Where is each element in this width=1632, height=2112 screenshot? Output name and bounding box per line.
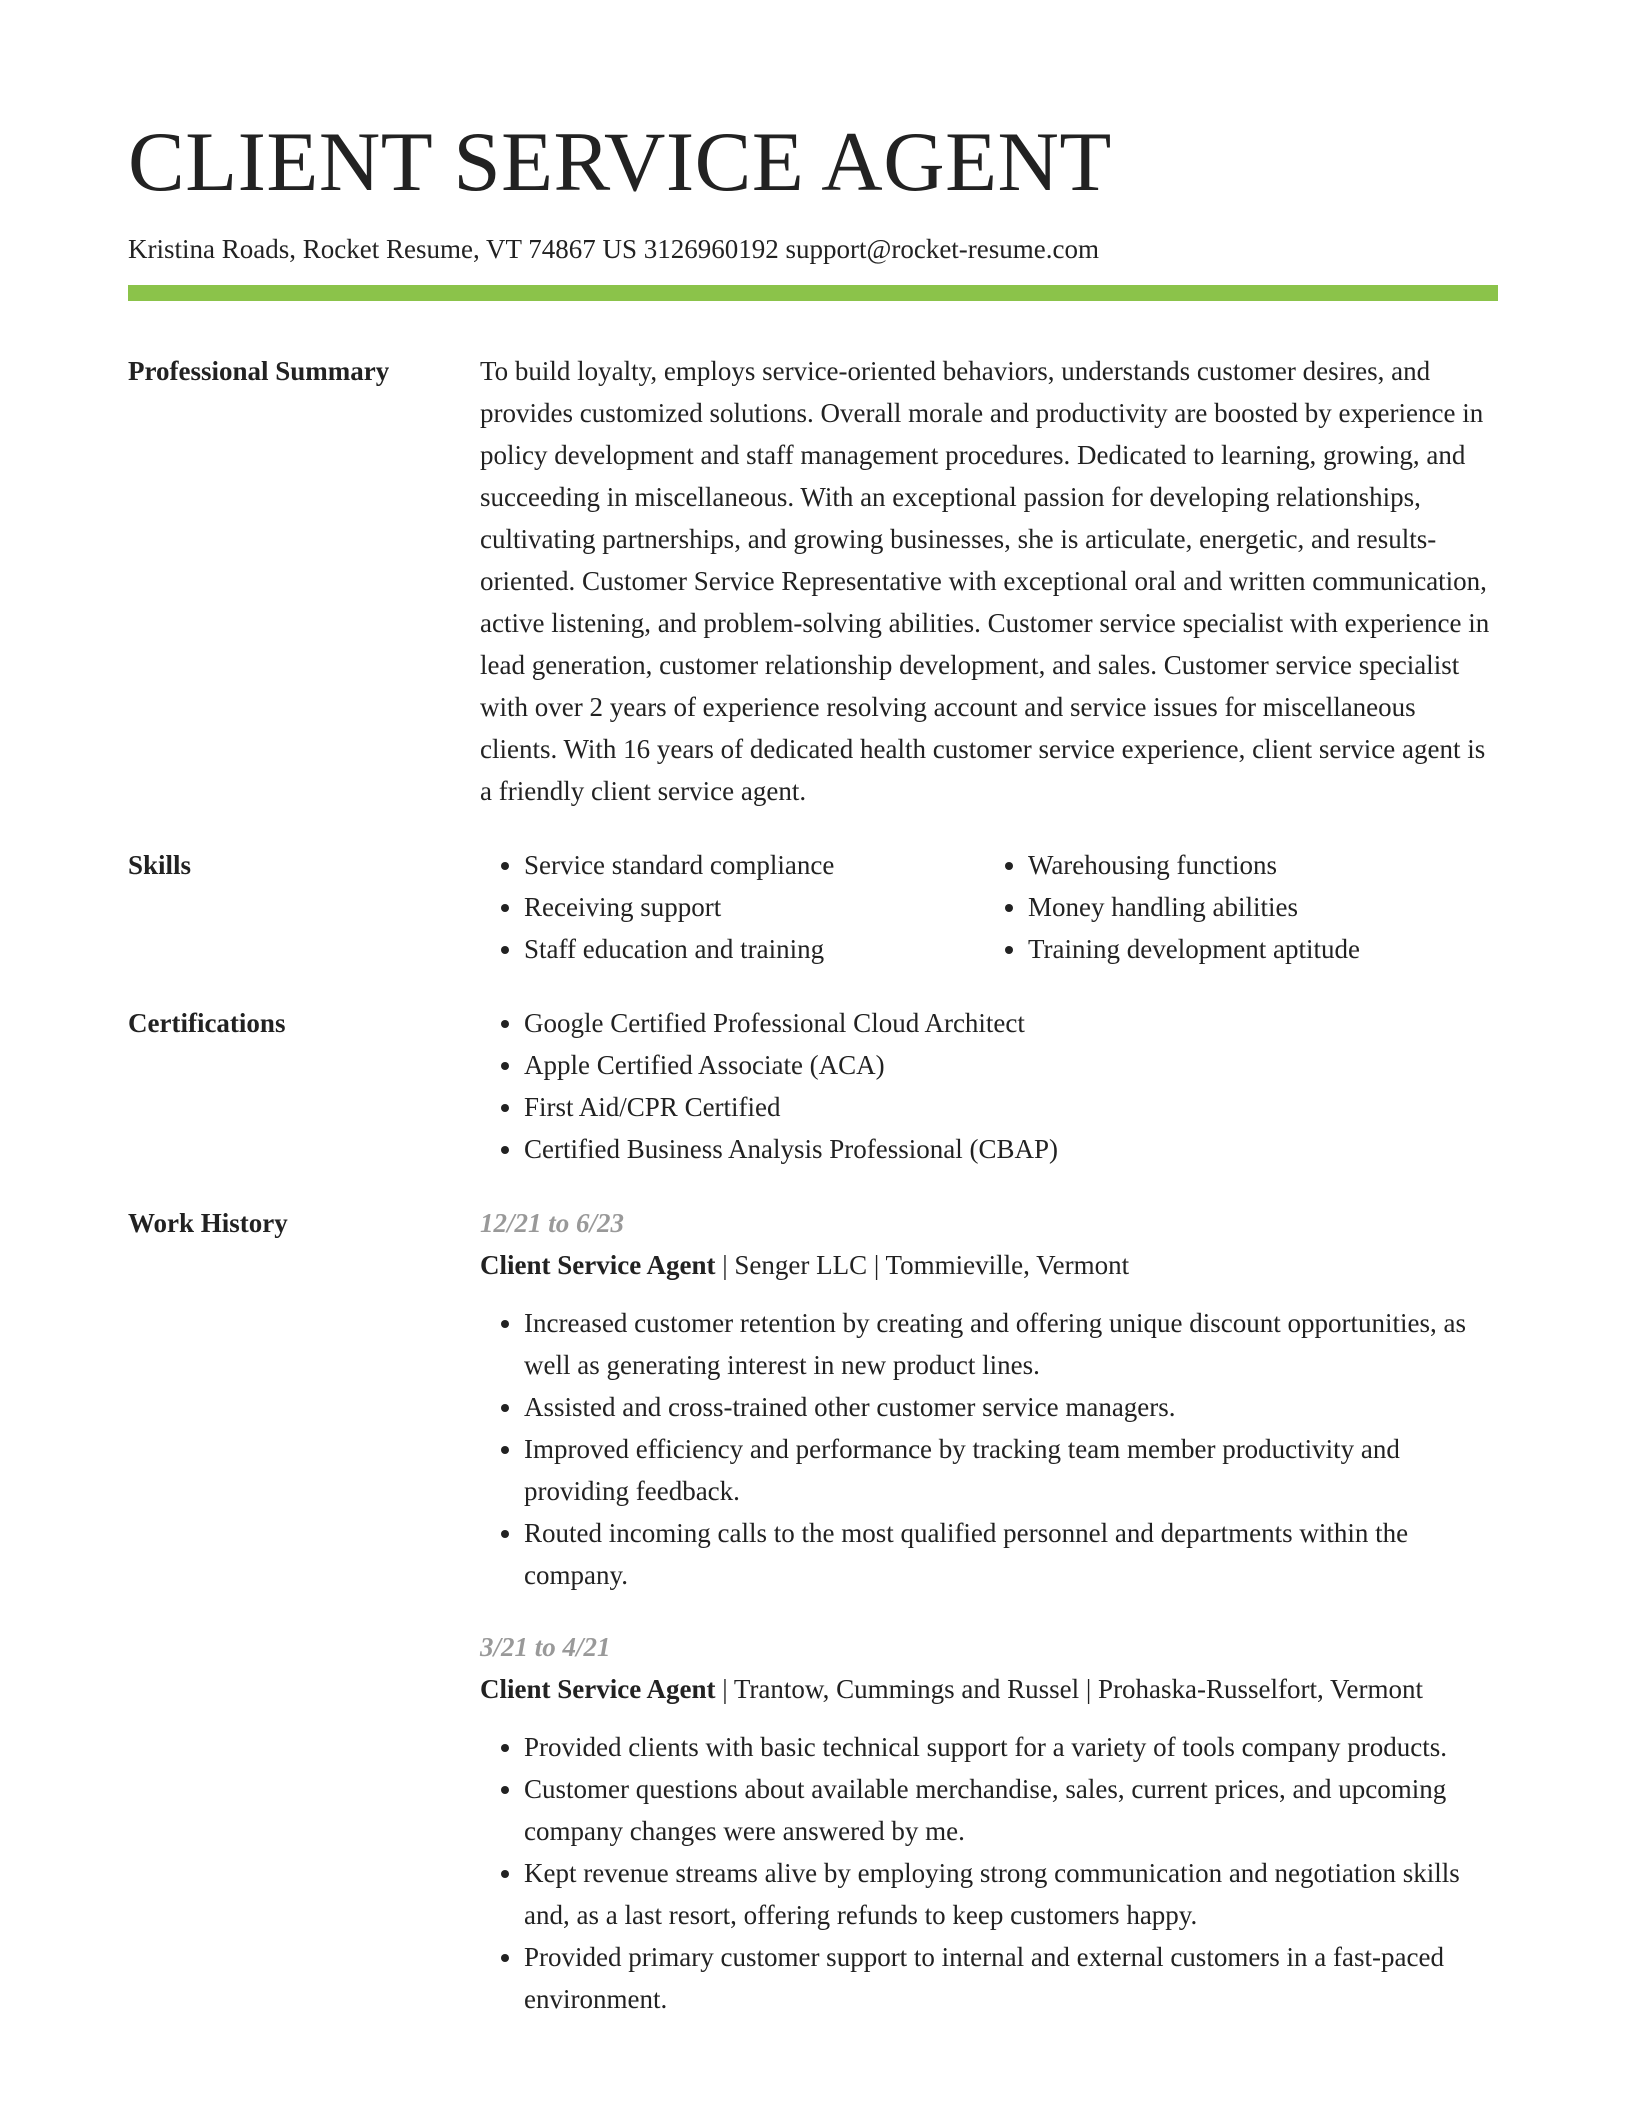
job-bullet: • Increased customer retention by creating and offering unique discount opportunities, as well as generating interest in new product lines. xyxy=(524,1302,1498,1386)
contact-line: Kristina Roads, Rocket Resume, VT 74867 US 3126960192 support@rocket-resume.com xyxy=(128,234,1099,264)
certifications-section xyxy=(128,1002,1498,1170)
job-dates: 3/21 to 4/21 xyxy=(480,1632,611,1663)
job-bullets xyxy=(480,1302,1498,1596)
certification-item: • Certified Business Analysis Professional (CBAP) xyxy=(524,1128,1498,1170)
skill-item: • Warehousing functions xyxy=(1028,844,1360,886)
job-title: Client Service Agent xyxy=(480,1674,716,1705)
job-bullet: • Kept revenue streams alive by employing strong communication and negotiation skills and, as a last resort, offering refunds to keep customers happy. xyxy=(524,1852,1498,1936)
job-details: | Trantow, Cummings and Russel | Prohaska-Russelfort, Vermont xyxy=(715,1674,1424,1705)
work-history-body xyxy=(480,1202,1498,2020)
skill-item: • Money handling abilities xyxy=(1028,886,1360,928)
job-title-line xyxy=(480,1244,1498,1286)
resume-name-heading: CLIENT SERVICE AGENT xyxy=(128,115,1112,209)
job-bullet: • Improved efficiency and performance by tracking team member productivity and providing feedback. xyxy=(524,1428,1498,1512)
skills-column-1 xyxy=(480,844,984,970)
job-title-line xyxy=(480,1668,1498,1710)
skill-item: • Training development aptitude xyxy=(1028,928,1360,970)
job-entry xyxy=(480,1626,1498,2020)
certification-item: • First Aid/CPR Certified xyxy=(524,1086,1498,1128)
skill-item: • Service standard compliance xyxy=(524,844,984,886)
work-history-label: Work History xyxy=(128,1208,288,1239)
job-title: Client Service Agent xyxy=(480,1250,716,1281)
accent-divider xyxy=(128,285,1498,301)
skill-item: • Receiving support xyxy=(524,886,984,928)
work-history-section xyxy=(128,1202,1498,2020)
skill-item: • Staff education and training xyxy=(524,928,984,970)
summary-body xyxy=(480,350,1498,812)
job-dates: 12/21 to 6/23 xyxy=(480,1208,625,1239)
summary-section xyxy=(128,350,1498,812)
skills-label: Skills xyxy=(128,850,192,881)
job-bullet: • Provided clients with basic technical support for a variety of tools company products. xyxy=(524,1726,1498,1768)
certifications-label: Certifications xyxy=(128,1008,286,1039)
job-bullet: • Routed incoming calls to the most qualified personnel and departments within the company. xyxy=(524,1512,1498,1596)
summary-label: Professional Summary xyxy=(128,356,390,387)
job-entry xyxy=(480,1202,1498,1596)
job-bullet: • Assisted and cross-trained other customer service managers. xyxy=(524,1386,1498,1428)
certification-item: • Google Certified Professional Cloud Architect xyxy=(524,1002,1498,1044)
certifications-body xyxy=(480,1002,1498,1170)
job-details: | Senger LLC | Tommieville, Vermont xyxy=(715,1250,1130,1281)
job-bullets xyxy=(480,1726,1498,2020)
skills-grid xyxy=(480,844,1498,970)
certification-item: • Apple Certified Associate (ACA) xyxy=(524,1044,1498,1086)
skills-column-2 xyxy=(984,844,1360,970)
skills-section xyxy=(128,844,1498,970)
job-bullet: • Customer questions about available merchandise, sales, current prices, and upcoming company changes were answered by me. xyxy=(524,1768,1498,1852)
certifications-list xyxy=(480,1002,1498,1170)
summary-text: To build loyalty, employs service-oriented behaviors, understands customer desires, and provides customized solutions. Overall morale and productivity are boosted by experience in policy development and staff management procedures. Dedicated to learning, growing, and succeeding in miscellaneous. With an exceptional passion for developing relationships, cultivating partnerships, and growing businesses, she is articulate, energetic, and results-oriented. Customer Service Representative with exceptional oral and written communication, active listening, and problem-solving abilities. Customer service specialist with experience in lead generation, customer relationship development, and sales. Customer service specialist with over 2 years of experience resolving account and service issues for miscellaneous clients. With 16 years of dedicated health customer service experience, client service agent is a friendly client service agent. xyxy=(480,356,1490,807)
job-bullet: • Provided primary customer support to internal and external customers in a fast-paced environment. xyxy=(524,1936,1498,2020)
